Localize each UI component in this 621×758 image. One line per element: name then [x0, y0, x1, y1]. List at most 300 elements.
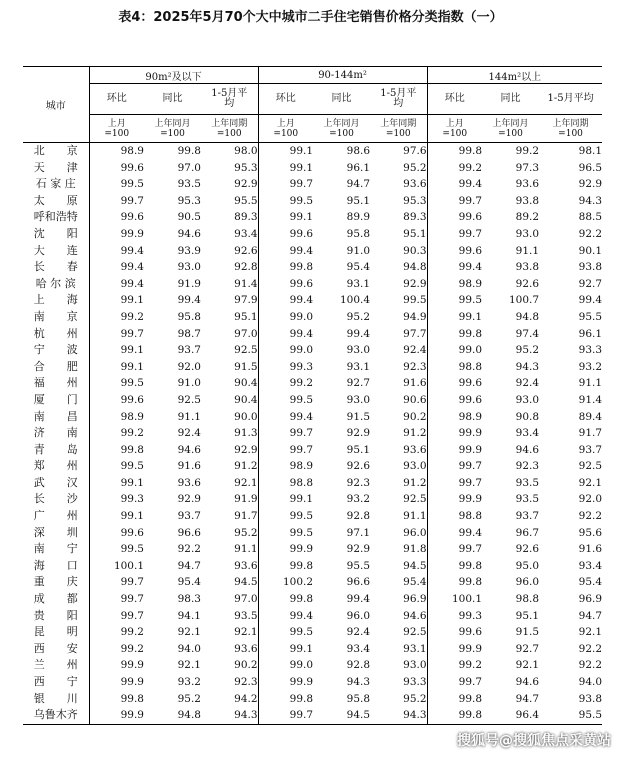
- index-value: 99.6: [427, 375, 482, 392]
- index-value: 99.1: [258, 143, 313, 160]
- index-value: 99.0: [258, 342, 313, 359]
- index-value: 92.9: [346, 543, 371, 556]
- index-value: 92.9: [234, 178, 258, 191]
- index-value: 93.2: [578, 360, 603, 373]
- table-row: [23, 657, 602, 674]
- index-value: 99.8: [427, 574, 482, 591]
- index-value: 95.2: [346, 310, 371, 323]
- index-value: 92.3: [515, 460, 540, 473]
- index-value: 99.1: [258, 641, 313, 658]
- index-value: 99.2: [89, 425, 144, 442]
- index-value: 92.5: [403, 493, 427, 506]
- index-value: 99.1: [258, 491, 313, 508]
- index-value: 99.3: [427, 608, 482, 625]
- index-value: 95.4: [403, 576, 427, 589]
- sub-header: 环比: [89, 84, 144, 115]
- index-value: 98.9: [427, 409, 482, 426]
- index-value: 99.3: [89, 491, 144, 508]
- table-row: [23, 160, 602, 177]
- index-value: 95.1: [346, 194, 371, 207]
- index-value: 91.4: [234, 277, 258, 290]
- index-value: 92.1: [515, 659, 540, 672]
- index-value: 96.7: [515, 526, 540, 539]
- index-value: 92.2: [578, 659, 603, 672]
- index-value: 92.7: [346, 377, 371, 390]
- city-name: 重 庆: [33, 575, 78, 589]
- index-value: 97.0: [234, 593, 258, 606]
- index-value: 95.8: [346, 692, 371, 705]
- index-value: 92.2: [578, 642, 603, 655]
- index-value: 93.4: [515, 427, 540, 440]
- index-value: 91.1: [177, 410, 201, 423]
- index-value: 99.3: [258, 359, 313, 376]
- index-value: 91.5: [515, 626, 540, 639]
- city-name: 长 沙: [33, 492, 78, 506]
- index-value: 91.8: [403, 543, 427, 556]
- index-value: 99.2: [258, 375, 313, 392]
- group-header-medium: 90-144m²: [258, 67, 427, 84]
- index-value: 99.5: [258, 508, 313, 525]
- index-value: 90.2: [234, 659, 258, 672]
- index-value: 91.1: [515, 244, 540, 257]
- index-value: 91.2: [403, 476, 427, 489]
- index-value: 91.9: [177, 277, 201, 290]
- index-value: 93.4: [578, 559, 603, 572]
- index-value: 92.9: [234, 443, 258, 456]
- index-value: 91.0: [177, 377, 201, 390]
- index-value: 99.4: [427, 525, 482, 542]
- index-value: 94.3: [578, 194, 603, 207]
- index-value: 92.1: [234, 476, 258, 489]
- index-value: 95.5: [346, 559, 371, 572]
- index-value: 92.1: [177, 659, 201, 672]
- base-header: 上年同月=100: [313, 115, 370, 143]
- city-name: 沈 阳: [33, 226, 78, 240]
- city-name: 天 津: [33, 160, 78, 174]
- table-row: [23, 226, 602, 243]
- index-value: 97.0: [234, 327, 258, 340]
- table-row: [23, 425, 602, 442]
- index-value: 99.8: [177, 145, 201, 157]
- index-value: 95.1: [403, 227, 427, 240]
- city-name: 深 圳: [33, 525, 78, 539]
- sub-header: 1-5月平均: [201, 84, 258, 115]
- index-value: 99.1: [89, 475, 144, 492]
- index-value: 99.7: [427, 193, 482, 210]
- index-value: 93.4: [234, 227, 258, 240]
- index-value: 98.7: [177, 327, 201, 340]
- table-row: [23, 475, 602, 492]
- index-value: 96.1: [578, 327, 603, 340]
- table-row: [23, 326, 602, 343]
- index-value: 94.1: [177, 609, 201, 622]
- index-value: 99.1: [427, 309, 482, 326]
- base-header: 上年同期=100: [201, 115, 258, 143]
- index-value: 92.5: [403, 626, 427, 639]
- index-value: 99.7: [427, 458, 482, 475]
- index-value: 97.0: [177, 161, 201, 174]
- table-row: [23, 193, 602, 210]
- table-row: [23, 707, 602, 724]
- city-name: 呼和浩特: [33, 210, 78, 224]
- base-header: 上年同月=100: [144, 115, 201, 143]
- index-value: 95.1: [234, 310, 258, 323]
- index-value: 99.7: [258, 425, 313, 442]
- index-value: 99.2: [89, 309, 144, 326]
- index-value: 92.6: [515, 277, 540, 290]
- city-name: 杭 州: [33, 326, 78, 340]
- index-value: 99.1: [89, 508, 144, 525]
- index-value: 98.8: [427, 359, 482, 376]
- index-value: 96.4: [482, 707, 539, 724]
- index-value: 92.7: [578, 277, 603, 290]
- index-value: 93.6: [515, 178, 540, 191]
- base-header: 上月=100: [258, 115, 313, 143]
- index-value: 92.0: [578, 493, 603, 506]
- city-name: 郑 州: [33, 459, 78, 473]
- table-row: [23, 392, 602, 409]
- index-value: 94.5: [313, 707, 370, 724]
- index-value: 99.6: [89, 209, 144, 226]
- index-value: 92.9: [346, 427, 371, 440]
- index-value: 91.2: [234, 460, 258, 473]
- header-row-subs: [23, 84, 602, 115]
- index-value: 95.5: [539, 707, 602, 724]
- index-value: 99.7: [427, 226, 482, 243]
- index-value: 99.7: [258, 176, 313, 193]
- city-name: 石 家 庄: [35, 177, 76, 191]
- index-value: 99.7: [258, 442, 313, 459]
- index-value: 91.6: [177, 460, 201, 473]
- index-value: 95.6: [578, 526, 603, 539]
- index-value: 99.5: [258, 624, 313, 641]
- table-row: [23, 641, 602, 658]
- table-row: [23, 375, 602, 392]
- index-value: 95.4: [346, 261, 371, 274]
- index-value: 89.3: [403, 211, 427, 224]
- index-value: 96.0: [403, 526, 427, 539]
- table-row: [23, 458, 602, 475]
- table-row: [23, 209, 602, 226]
- index-value: 95.2: [403, 692, 427, 705]
- base-header: 上年同月=100: [482, 115, 539, 143]
- base-header: 上月=100: [89, 115, 144, 143]
- city-name: 福 州: [33, 376, 78, 390]
- table-row: [23, 525, 602, 542]
- city-name: 厦 门: [33, 392, 78, 406]
- index-value: 93.1: [346, 360, 371, 373]
- index-value: 99.6: [89, 392, 144, 409]
- table-row: [23, 409, 602, 426]
- index-value: 92.3: [403, 360, 427, 373]
- index-value: 98.9: [89, 409, 144, 426]
- index-value: 99.7: [258, 707, 313, 724]
- index-value: 95.3: [177, 194, 201, 207]
- index-value: 99.1: [89, 359, 144, 376]
- index-value: 99.4: [427, 259, 482, 276]
- table-title: 表4：2025年5月70个大中城市二手住宅销售价格分类指数（一）: [118, 10, 503, 25]
- index-value: 92.7: [515, 642, 540, 655]
- sub-header: 同比: [482, 84, 539, 115]
- index-value: 94.7: [177, 559, 201, 572]
- index-value: 93.8: [515, 194, 540, 207]
- table-row: [23, 491, 602, 508]
- city-name: 哈 尔 滨: [35, 276, 76, 290]
- base-header: 上年同期=100: [539, 115, 602, 143]
- index-value: 92.1: [234, 626, 258, 639]
- index-value: 99.9: [427, 491, 482, 508]
- index-value: 92.3: [346, 476, 371, 489]
- index-value: 99.2: [89, 624, 144, 641]
- table-row: [23, 508, 602, 525]
- index-value: 94.9: [403, 310, 427, 323]
- index-value: 99.6: [89, 160, 144, 177]
- index-value: 93.4: [346, 642, 371, 655]
- index-value: 99.5: [427, 292, 482, 309]
- city-name: 武 汉: [33, 475, 78, 489]
- index-value: 95.1: [346, 443, 371, 456]
- city-name: 宁 波: [33, 343, 78, 357]
- index-value: 93.1: [346, 277, 371, 290]
- table-row: [23, 243, 602, 260]
- index-value: 93.2: [346, 493, 371, 506]
- index-value: 93.5: [234, 609, 258, 622]
- index-value: 91.1: [578, 377, 603, 390]
- index-value: 95.3: [403, 194, 427, 207]
- index-value: 98.8: [258, 475, 313, 492]
- index-value: 93.6: [234, 642, 258, 655]
- base-header: 上年同期=100: [370, 115, 427, 143]
- index-value: 91.5: [234, 360, 258, 373]
- index-value: 94.0: [578, 676, 603, 688]
- index-value: 96.6: [346, 576, 371, 589]
- index-value: 99.9: [258, 674, 313, 691]
- index-value: 99.6: [427, 209, 482, 226]
- index-value: 92.0: [177, 360, 201, 373]
- index-value: 96.5: [578, 161, 603, 174]
- table-row: [23, 674, 602, 691]
- index-value: 95.2: [403, 161, 427, 174]
- table-row: [23, 292, 602, 309]
- index-value: 99.9: [89, 674, 144, 691]
- index-value: 99.1: [89, 342, 144, 359]
- index-value: 99.7: [89, 591, 144, 608]
- index-value: 99.7: [427, 475, 482, 492]
- index-value: 93.9: [177, 244, 201, 257]
- index-value: 99.5: [89, 541, 144, 558]
- index-value: 99.6: [89, 525, 144, 542]
- city-name: 济 南: [33, 426, 78, 440]
- price-index-table: [23, 66, 602, 725]
- index-value: 99.4: [346, 593, 371, 606]
- index-value: 94.3: [370, 707, 427, 724]
- header-row-groups: [23, 67, 602, 84]
- index-value: 95.4: [177, 576, 201, 589]
- index-value: 96.6: [177, 526, 201, 539]
- index-value: 93.8: [578, 261, 603, 274]
- index-value: 92.8: [346, 659, 371, 672]
- index-value: 93.5: [177, 178, 201, 191]
- index-value: 94.6: [177, 227, 201, 240]
- city-name: 成 都: [33, 592, 78, 606]
- index-value: 92.6: [234, 244, 258, 257]
- sub-header: 同比: [144, 84, 201, 115]
- sub-header: 1-5月平均: [370, 84, 427, 115]
- index-value: 96.1: [346, 161, 371, 174]
- index-value: 93.0: [515, 227, 540, 240]
- index-value: 91.1: [234, 543, 258, 556]
- index-value: 94.8: [403, 261, 427, 274]
- index-value: 90.0: [234, 410, 258, 423]
- city-name: 南 京: [33, 309, 78, 323]
- index-value: 99.7: [89, 326, 144, 343]
- index-value: 99.8: [427, 691, 482, 708]
- index-value: 94.7: [515, 692, 540, 705]
- index-value: 95.2: [234, 526, 258, 539]
- index-value: 97.6: [403, 145, 427, 157]
- index-value: 99.5: [89, 458, 144, 475]
- index-value: 99.0: [258, 309, 313, 326]
- index-value: 99.7: [427, 541, 482, 558]
- table-row: [23, 176, 602, 193]
- index-value: 99.4: [258, 326, 313, 343]
- index-value: 93.2: [177, 676, 201, 688]
- index-value: 93.0: [403, 460, 427, 473]
- index-value: 94.2: [234, 692, 258, 705]
- index-value: 100.4: [339, 294, 371, 307]
- index-value: 99.8: [427, 326, 482, 343]
- table-row: [23, 342, 602, 359]
- index-value: 99.6: [258, 276, 313, 293]
- index-value: 92.3: [234, 676, 258, 688]
- index-value: 95.1: [515, 609, 540, 622]
- index-value: 92.1: [578, 626, 603, 639]
- index-value: 94.6: [177, 443, 201, 456]
- table-row: [23, 574, 602, 591]
- city-name: 大 连: [33, 243, 78, 257]
- city-name: 南 昌: [33, 409, 78, 423]
- city-name: 合 肥: [33, 359, 78, 373]
- index-value: 90.6: [403, 393, 427, 406]
- index-value: 99.4: [578, 294, 603, 307]
- index-value: 92.5: [177, 393, 201, 406]
- index-value: 92.2: [177, 543, 201, 556]
- index-value: 94.7: [346, 178, 371, 191]
- group-header-large: 144m²以上: [427, 67, 602, 84]
- index-value: 99.4: [177, 294, 201, 307]
- index-value: 90.3: [403, 244, 427, 257]
- index-value: 99.6: [427, 392, 482, 409]
- index-value: 91.7: [234, 510, 258, 523]
- index-value: 99.6: [427, 243, 482, 260]
- index-value: 93.7: [177, 510, 201, 523]
- index-value: 99.7: [89, 193, 144, 210]
- index-value: 92.5: [578, 460, 603, 473]
- index-value: 97.9: [234, 294, 258, 307]
- index-value: 92.4: [346, 626, 371, 639]
- index-value: 99.1: [258, 160, 313, 177]
- watermark: 搜狐号@搜狐焦点采黄站: [457, 733, 611, 749]
- index-value: 99.4: [89, 243, 144, 260]
- index-value: 92.1: [578, 476, 603, 489]
- index-value: 92.8: [346, 510, 371, 523]
- index-value: 99.9: [89, 707, 144, 724]
- index-value: 93.0: [346, 393, 371, 406]
- index-value: 95.2: [177, 692, 201, 705]
- index-value: 93.0: [346, 344, 371, 357]
- index-value: 91.7: [578, 427, 603, 440]
- index-value: 100.2: [258, 574, 313, 591]
- table-body: [23, 143, 602, 725]
- index-value: 91.5: [346, 410, 371, 423]
- city-name: 西 安: [33, 641, 78, 655]
- index-value: 99.1: [89, 292, 144, 309]
- index-value: 97.1: [346, 526, 371, 539]
- city-name: 南 宁: [33, 542, 78, 556]
- index-value: 99.5: [89, 176, 144, 193]
- index-value: 99.4: [89, 276, 144, 293]
- index-value: 93.0: [403, 659, 427, 672]
- index-value: 90.5: [177, 211, 201, 224]
- index-value: 98.8: [515, 593, 540, 606]
- index-value: 99.9: [427, 442, 482, 459]
- index-value: 99.8: [89, 691, 144, 708]
- table-row: [23, 359, 602, 376]
- index-value: 91.6: [403, 377, 427, 390]
- sub-header: 环比: [427, 84, 482, 115]
- index-value: 92.1: [177, 626, 201, 639]
- index-value: 98.6: [346, 145, 371, 157]
- index-value: 99.4: [258, 608, 313, 625]
- index-value: 94.6: [515, 676, 540, 688]
- index-value: 99.4: [258, 243, 313, 260]
- index-value: 90.2: [403, 410, 427, 423]
- index-value: 94.8: [144, 707, 201, 724]
- index-value: 92.4: [177, 427, 201, 440]
- city-name: 北 京: [33, 144, 78, 157]
- index-value: 99.5: [258, 392, 313, 409]
- index-value: 100.7: [508, 294, 540, 307]
- city-name: 西 宁: [33, 675, 78, 688]
- index-value: 96.9: [578, 593, 603, 606]
- index-value: 96.9: [403, 593, 427, 606]
- index-value: 88.5: [578, 211, 603, 224]
- index-value: 93.6: [234, 559, 258, 572]
- index-value: 99.8: [427, 707, 482, 724]
- index-value: 93.7: [177, 344, 201, 357]
- index-value: 93.8: [515, 261, 540, 274]
- city-name: 贵 阳: [33, 608, 78, 622]
- index-value: 90.1: [578, 244, 603, 257]
- table-row: [23, 309, 602, 326]
- table-row: [23, 608, 602, 625]
- city-name: 乌鲁木齐: [23, 707, 89, 724]
- index-value: 100.1: [89, 558, 144, 575]
- sub-header: 环比: [258, 84, 313, 115]
- index-value: 92.6: [515, 543, 540, 556]
- index-value: 98.9: [258, 458, 313, 475]
- index-value: 92.6: [346, 460, 371, 473]
- index-value: 95.5: [234, 194, 258, 207]
- index-value: 99.8: [427, 558, 482, 575]
- index-value: 99.9: [427, 425, 482, 442]
- index-value: 93.0: [177, 261, 201, 274]
- index-value: 98.1: [578, 145, 603, 157]
- city-name: 昆 明: [33, 625, 78, 639]
- index-value: 99.2: [515, 145, 540, 157]
- index-value: 92.2: [578, 510, 603, 523]
- index-value: 89.4: [578, 410, 603, 423]
